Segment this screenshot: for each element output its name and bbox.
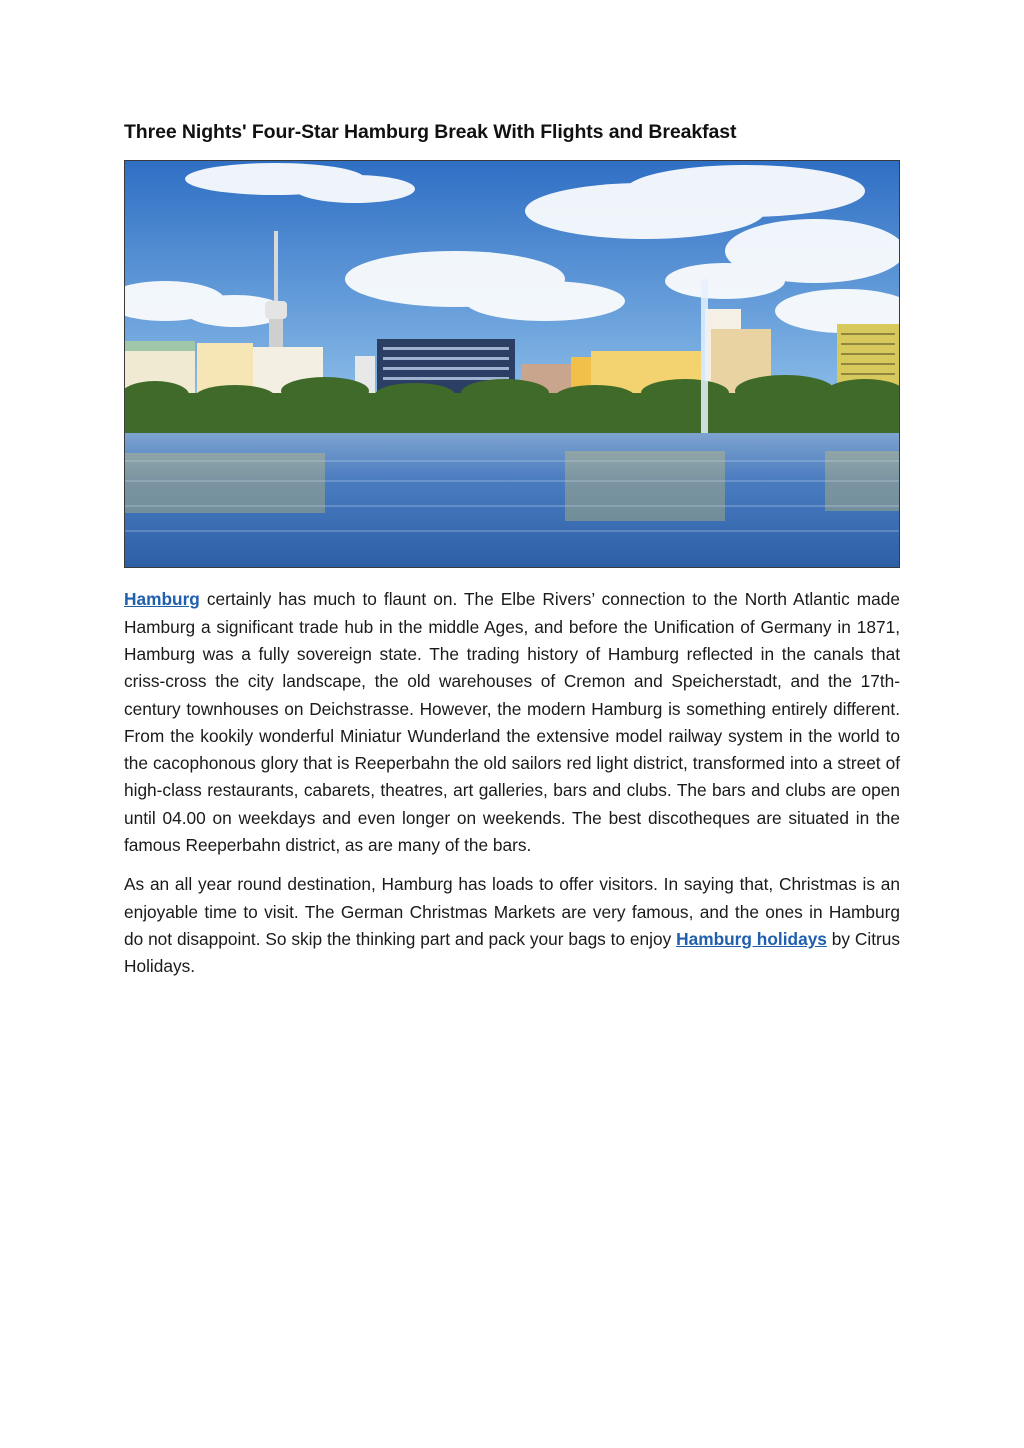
- paragraph-2: [124, 871, 900, 980]
- page-title: Three Nights' Four-Star Hamburg Break With Flights and Breakfast: [124, 121, 737, 143]
- paragraph-1-text: certainly has much to flaunt on. The Elbe Rivers’ connection to the North Atlantic made Hamburg a significant trade hub in the middle Ages, and before the Unification of Germany in 1871, Hamburg was a fully sovereign state. The trading history of Hamburg reflected in the canals that criss-cross the city landscape, the old warehouses of Cremon and Speicherstadt, and the 17th-century townhouses on Deichstrasse. However, the modern Hamburg is something entirely different. From the kookily wonderful Miniatur Wunderland the extensive model railway system in the world to the cacophonous glory that is Reeperbahn the old sailors red light district, transformed into a street of high-class restaurants, cabarets, theatres, art galleries, bars and clubs. The bars and clubs are open until 04.00 on weekdays and even longer on weekends. The best discotheques are situated in the famous Reeperbahn district, as are many of the bars.: [124, 589, 900, 856]
- paragraph-1: [124, 586, 900, 859]
- paragraph-2-text-before: As an all year round destination, Hamburg has loads to offer visitors. In saying that, Christmas is an enjoyable time to visit. The German Christmas Markets are very famous, and the ones in Hamburg do not disappoint. So skip the thinking part and pack your bags to enjoy: [124, 874, 900, 949]
- hamburg-link[interactable]: Hamburg: [124, 589, 200, 610]
- article-body: [124, 586, 900, 980]
- paragraph-2-text-after: by Citrus Holidays.: [124, 928, 900, 977]
- hamburg-holidays-link[interactable]: Hamburg holidays: [676, 928, 827, 949]
- document-page: [124, 120, 900, 993]
- hamburg-skyline-photo: [124, 160, 900, 568]
